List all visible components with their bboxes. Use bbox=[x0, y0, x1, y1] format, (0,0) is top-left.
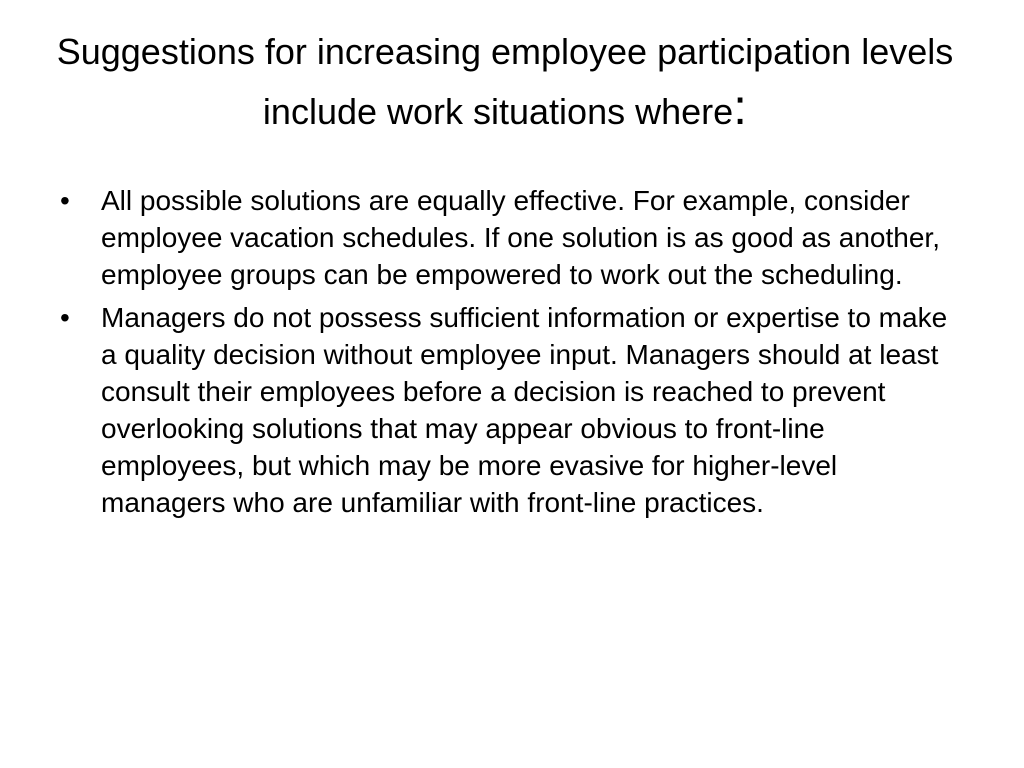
slide-title-text: Suggestions for increasing employee participation levels include work situations where bbox=[56, 31, 954, 132]
bullet-text: All possible solutions are equally effective. For example, consider employee vacation schedules. If one solution is as good as another, employee groups can be empowered to work out the scheduling. bbox=[101, 185, 940, 290]
bullet-marker-icon: • bbox=[60, 185, 70, 216]
bullet-marker-icon: • bbox=[60, 302, 70, 333]
slide-title-colon: : bbox=[733, 79, 748, 135]
bullet-text: Managers do not possess sufficient information or expertise to make a quality decision without employee input. Managers should at least consult their employees before a decision is reached to prevent overlooking solutions that may appear obvious to front-line employees, but which may be more evasive for higher-level managers who are unfamiliar with front-line practices. bbox=[101, 302, 948, 518]
bullet-item bbox=[60, 182, 965, 293]
bullet-list bbox=[60, 182, 965, 527]
slide-title bbox=[40, 22, 970, 142]
bullet-item bbox=[60, 299, 965, 521]
